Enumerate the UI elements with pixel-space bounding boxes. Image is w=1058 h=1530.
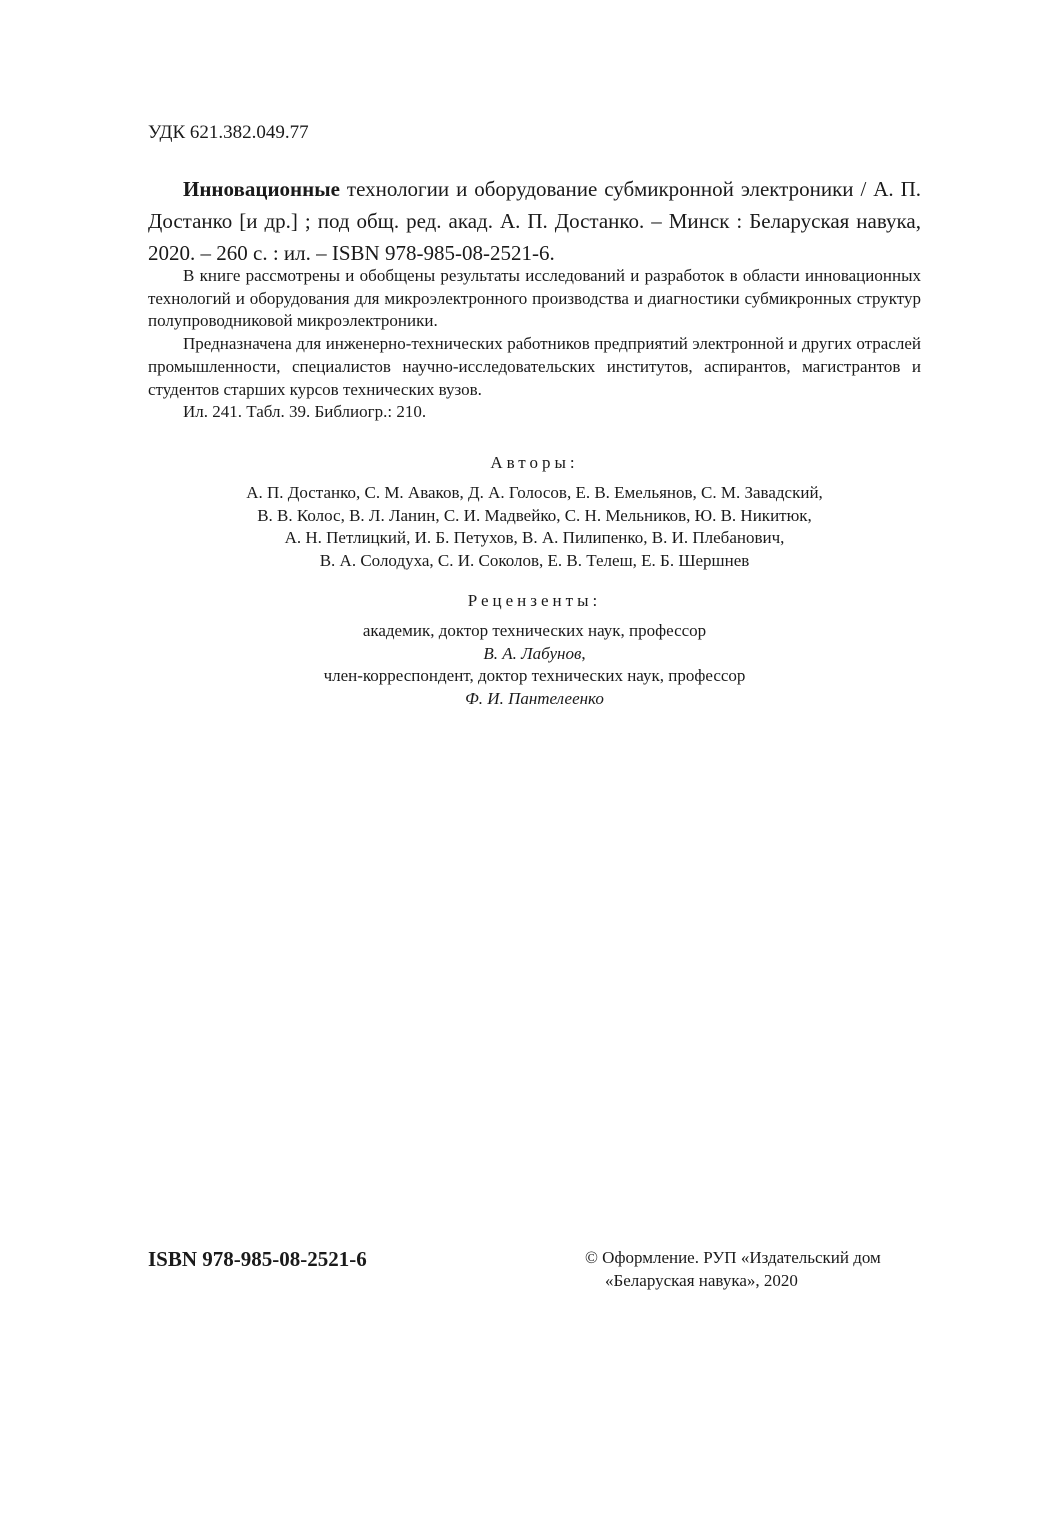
copyright-line-2: «Беларуская навука», 2020: [605, 1271, 798, 1290]
authors-line: В. А. Солодуха, С. И. Соколов, Е. В. Телеш, Е. Б. Шершнев: [319, 550, 750, 570]
authors-heading: Авторы:: [490, 453, 579, 472]
abstract-paragraph-2: Предназначена для инженерно-технических работников предприятий электронной и других отраслей промышленности, специалистов научно-исследовательских институтов, аспирантов, магистрантов и студентов старших курсов технических вузов.: [148, 334, 921, 399]
abstract: [148, 265, 921, 424]
reviewers-list: [148, 620, 921, 710]
bibliographic-citation: [148, 173, 921, 269]
reviewer-2-title: член-корреспондент, доктор технических наук, профессор: [323, 666, 746, 685]
abstract-paragraph-3: Ил. 241. Табл. 39. Библиогр.: 210.: [183, 402, 427, 422]
reviewer-1-title: академик, доктор технических наук, профессор: [362, 621, 707, 640]
isbn: ISBN 978-985-08-2521-6: [148, 1247, 367, 1271]
udk-code: УДК 621.382.049.77: [148, 122, 309, 143]
reviewer-2-name: Ф. И. Пантелеенко: [465, 688, 604, 708]
reviewers-heading: Рецензенты:: [467, 591, 602, 610]
copyright-notice: [585, 1246, 925, 1292]
copyright-line-1: © Оформление. РУП «Издательский дом: [585, 1248, 881, 1267]
abstract-paragraph-1: В книге рассмотрены и обобщены результаты исследований и разработок в области инновационных технологий и оборудования для микроэлектронного производства и диагностики субмикронных структур полупроводниковой микроэлектроники.: [148, 266, 921, 331]
authors-list: [148, 482, 921, 572]
reviewer-1-name: В. А. Лабунов: [483, 643, 582, 663]
citation-rest: технологии и оборудование субмикронной электроники / А. П. Достанко [и др.] ; под общ. ред. акад. А. П. Достанко. – Минск : Беларуская навука, 2020. – 260 с. : ил. – ISBN 978-985-08-2521-6.: [148, 177, 921, 265]
reviewer-separator: ,: [581, 643, 586, 663]
authors-line: В. В. Колос, В. Л. Ланин, С. И. Мадвейко, С. Н. Мельников, Ю. В. Никитюк,: [257, 505, 812, 525]
book-imprint-page: [148, 0, 921, 1530]
authors-line: А. Н. Петлицкий, И. Б. Петухов, В. А. Пилипенко, В. И. Плебанович,: [284, 528, 785, 547]
citation-title-word: Инновационные: [183, 177, 340, 201]
reviewer-1: [148, 643, 921, 666]
authors-line: А. П. Достанко, С. М. Аваков, Д. А. Голосов, Е. В. Емельянов, С. М. Завадский,: [246, 483, 823, 502]
